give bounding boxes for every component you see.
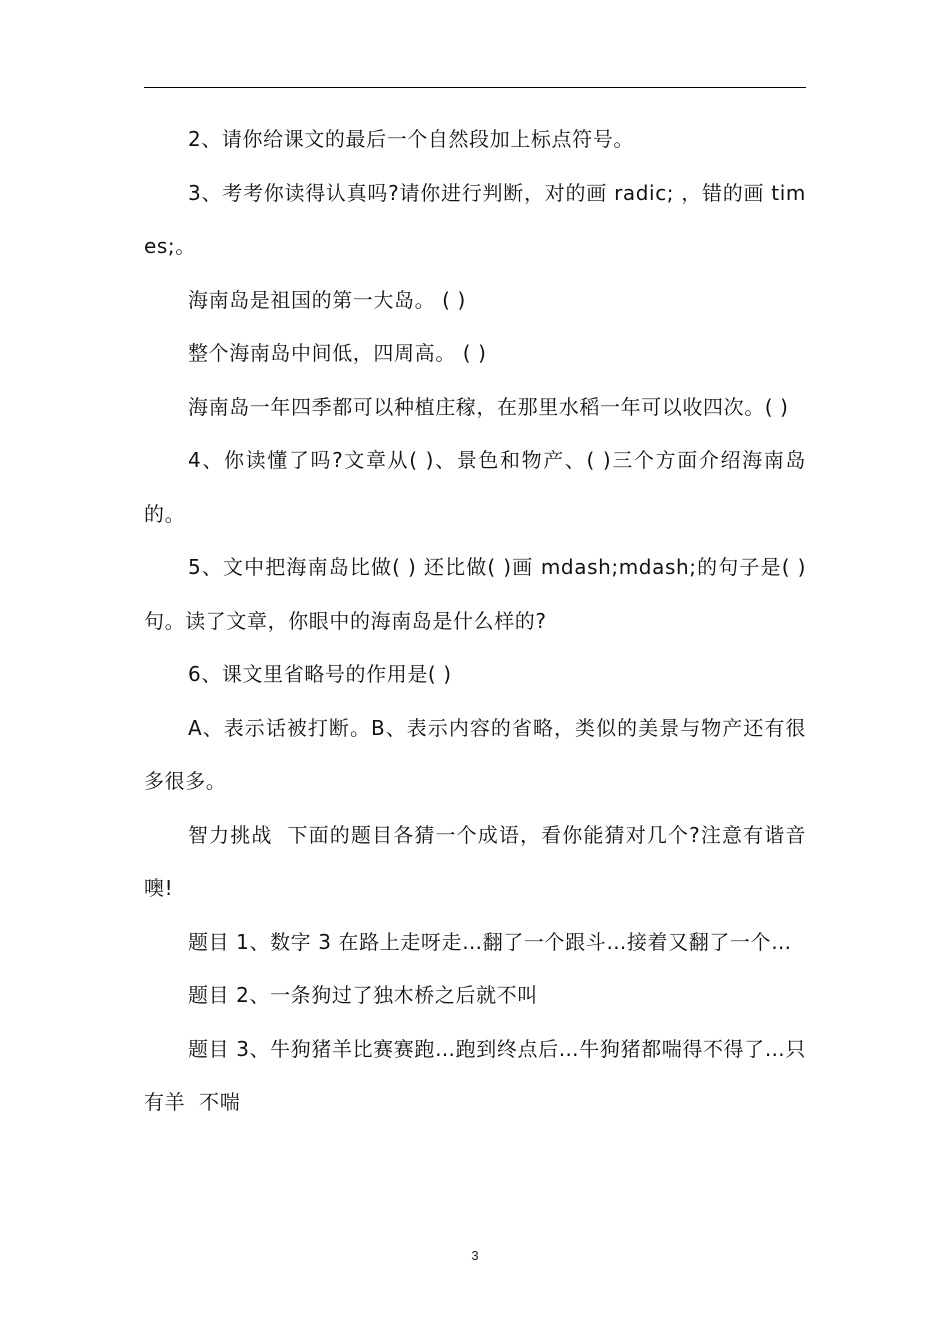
paragraph-riddle-2: 题目 2、一条狗过了独木桥之后就不叫: [188, 983, 538, 1007]
page-number: 3: [471, 1248, 479, 1263]
paragraph-challenge-intro: 智力挑战 下面的题目各猜一个成语，看你能猜对几个?注意有谐音噢!: [144, 822, 806, 900]
paragraph-q3: 3、考考你读得认真吗?请你进行判断，对的画 radic; ，错的画 times;。: [144, 180, 806, 258]
paragraph-q5: 5、文中把海南岛比做( ) 还比做( )画 mdash;mdash;的句子是( )句。读了文章，你眼中的海南岛是什么样的?: [144, 555, 806, 633]
header-rule: [144, 87, 806, 88]
paragraph-riddle-3: 题目 3、牛狗猪羊比赛赛跑…跑到终点后…牛狗猪都喘得不得了…只有羊 不喘: [144, 1036, 806, 1114]
paragraph-q4: 4、你读懂了吗?文章从( )、景色和物产、( )三个方面介绍海南岛的。: [144, 448, 806, 526]
paragraph-q6-options: A、表示话被打断。B、表示内容的省略，类似的美景与物产还有很多很多。: [144, 715, 806, 793]
paragraph-riddle-1: 题目 1、数字 3 在路上走呀走…翻了一个跟斗…接着又翻了一个…: [188, 929, 792, 954]
document-body: [144, 113, 806, 1130]
paragraph-q6: 6、课文里省略号的作用是( ): [188, 662, 452, 686]
paragraph-judge-2: 整个海南岛中间低，四周高。 ( ): [188, 341, 487, 365]
paragraph-judge-1: 海南岛是祖国的第一大岛。 ( ): [188, 287, 466, 312]
paragraph-q2: 2、请你给课文的最后一个自然段加上标点符号。: [188, 127, 634, 151]
paragraph-judge-3: 海南岛一年四季都可以种植庄稼，在那里水稻一年可以收四次。( ): [188, 394, 789, 419]
